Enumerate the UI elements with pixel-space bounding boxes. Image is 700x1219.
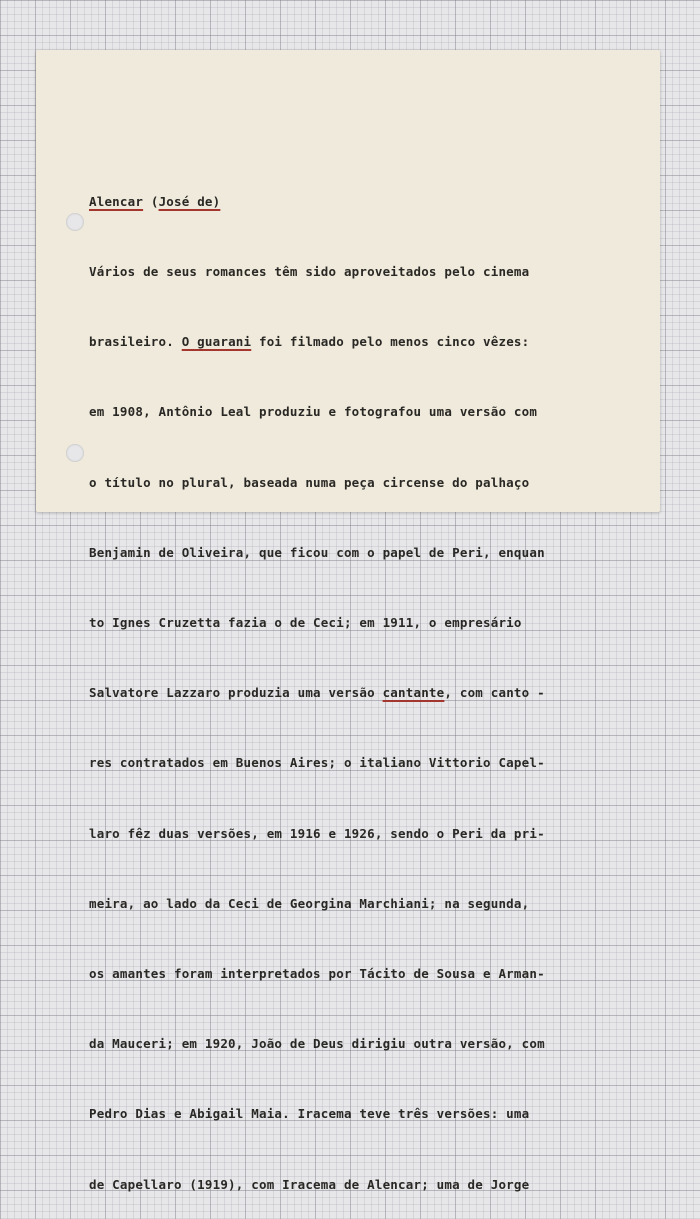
punch-hole	[66, 213, 84, 231]
text-line: brasileiro. O guarani foi filmado pelo menos cinco vêzes:	[89, 334, 530, 350]
text-line: Vários de seus romances têm sido aproveitados pelo cinema	[89, 264, 530, 280]
heading-line	[89, 190, 649, 213]
typed-text	[89, 143, 649, 1219]
title-o-guarani: O guarani	[181, 334, 252, 350]
text-line: Benjamin de Oliveira, que ficou com o papel de Peri, enquan	[89, 544, 545, 560]
text-line: os amantes foram interpretados por Tácito de Sousa e Arman-	[89, 966, 545, 982]
text-line: res contratados em Buenos Aires; o italiano Vittorio Capel-	[89, 755, 545, 771]
heading-paren: (José de)	[150, 193, 221, 209]
text-line: laro fêz duas versões, em 1916 e 1926, sendo o Peri da pri-	[89, 825, 545, 841]
heading-paren-underlined: José de)	[158, 193, 221, 209]
text-line: to Ignes Cruzetta fazia o de Ceci; em 1911, o empresário	[89, 615, 522, 631]
heading-name: Alencar	[89, 193, 144, 209]
text-line: em 1908, Antônio Leal produziu e fotografou uma versão com	[89, 404, 538, 420]
text-line: meira, ao lado da Ceci de Georgina Marchiani; na segunda,	[89, 895, 530, 911]
text-line: da Mauceri; em 1920, João de Deus dirigiu outra versão, com	[89, 1036, 545, 1052]
word-cantante: cantante	[382, 685, 445, 701]
text-line: de Capellaro (1919), com Iracema de Alencar; uma de Jorge	[89, 1176, 530, 1192]
punch-hole	[66, 444, 84, 462]
text-line: Salvatore Lazzaro produzia uma versão cantante, com canto -	[89, 685, 545, 701]
text-line: Pedro Dias e Abigail Maia. Iracema teve três versões: uma	[89, 1106, 530, 1122]
text-line: o título no plural, baseada numa peça circense do palhaço	[89, 474, 530, 490]
